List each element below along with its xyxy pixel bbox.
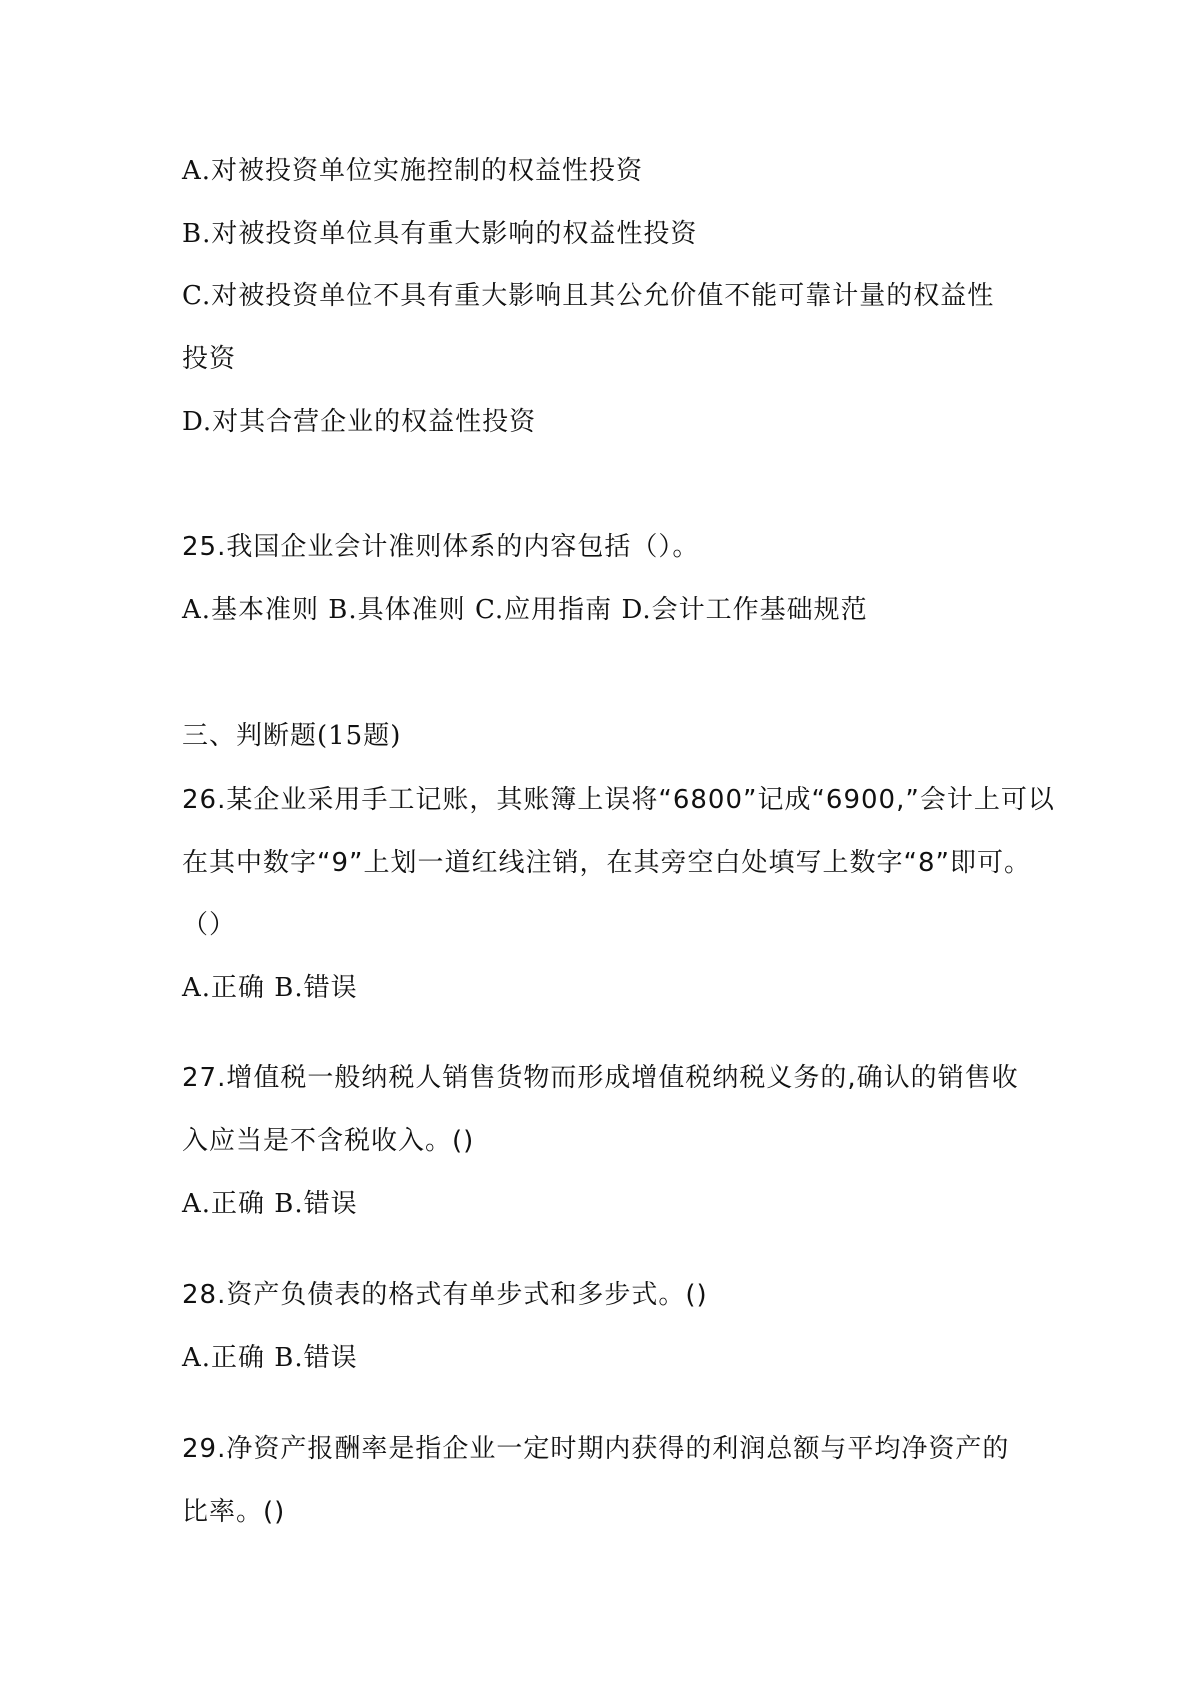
section-heading: 三、判断题(15题) bbox=[182, 721, 402, 751]
question-25-options: A.基本准则 B.具体准则 C.应用指南 D.会计工作基础规范 bbox=[182, 595, 868, 625]
question-29-stem-line-1: 29.净资产报酬率是指企业一定时期内获得的利润总额与平均净资产的 bbox=[182, 1434, 1010, 1464]
question-26-options: A.正确 B.错误 bbox=[182, 973, 358, 1003]
option-c-continued: 投资 bbox=[182, 344, 237, 374]
option-d: D.对其合营企业的权益性投资 bbox=[182, 407, 537, 437]
question-26-stem-line-3: （） bbox=[182, 910, 237, 940]
question-25-stem: 25.我国企业会计准则体系的内容包括（）。 bbox=[182, 532, 700, 562]
option-b: B.对被投资单位具有重大影响的权益性投资 bbox=[182, 219, 698, 249]
question-26-stem-line-1: 26.某企业采用手工记账，其账簿上误将“6800”记成“6900,”会计上可以 bbox=[182, 785, 1055, 815]
question-27-stem-line-2: 入应当是不含税收入。() bbox=[182, 1126, 475, 1156]
option-c: C.对被投资单位不具有重大影响且其公允价值不能可靠计量的权益性 bbox=[182, 281, 995, 311]
question-27-stem-line-1: 27.增值税一般纳税人销售货物而形成增值税纳税义务的,确认的销售收 bbox=[182, 1063, 1019, 1093]
question-29-stem-line-2: 比率。() bbox=[182, 1497, 286, 1527]
question-26-stem-line-2: 在其中数字“9”上划一道红线注销，在其旁空白处填写上数字“8”即可。 bbox=[182, 848, 1031, 878]
question-28-stem: 28.资产负债表的格式有单步式和多步式。() bbox=[182, 1280, 708, 1310]
question-28-options: A.正确 B.错误 bbox=[182, 1343, 358, 1373]
question-27-options: A.正确 B.错误 bbox=[182, 1189, 358, 1219]
option-a: A.对被投资单位实施控制的权益性投资 bbox=[182, 156, 644, 186]
